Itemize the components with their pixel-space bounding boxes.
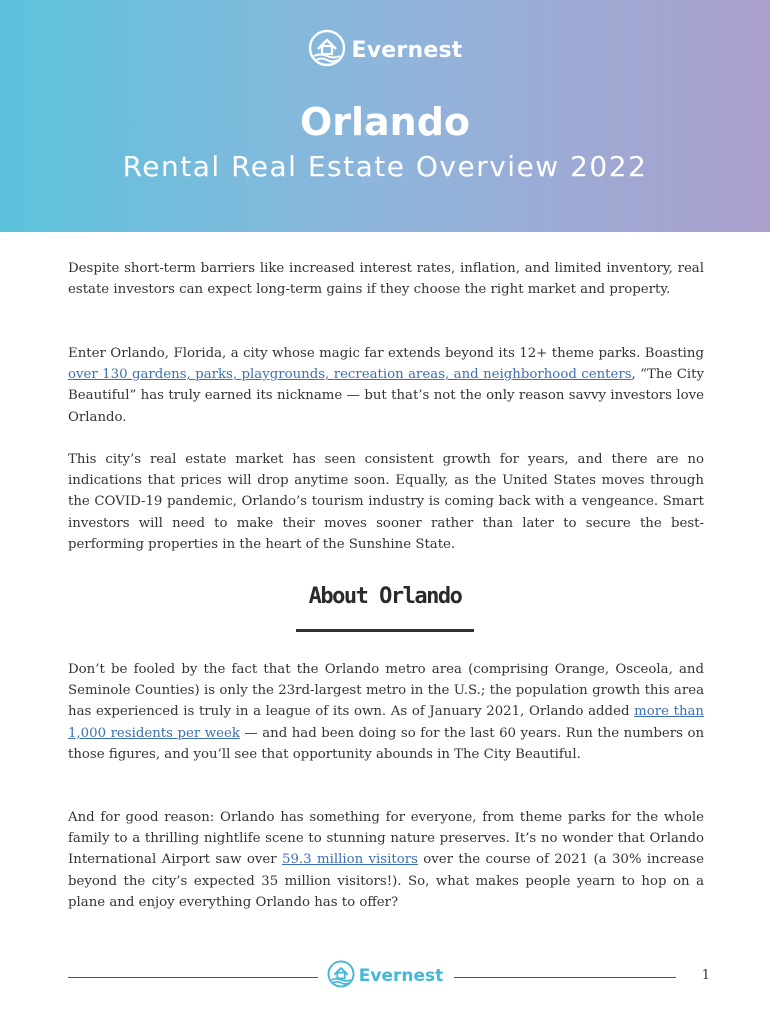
header-brand-name: Evernest [351,37,463,63]
paragraph-text: over the course of 2021 (a 30% increase beyond the city’s expected 35 million visitors!). So, what makes people yearn to hop on a plane and enjoy everything Orlando has to offer? [68,852,704,910]
footer-logo [0,960,770,992]
header-logo [0,28,770,72]
section-divider [296,629,474,632]
paragraph-text: Enter Orlando, Florida, a city whose magic far extends beyond its 12+ theme parks. Boasting [68,346,704,361]
evernest-house-logo-icon [308,29,346,71]
residents-per-week-link[interactable]: more than 1,000 residents per week [68,704,704,741]
paragraph-text: Don’t be fooled by the fact that the Orlando metro area (comprising Orange, Osceola, and Seminole Counties) is only the 23rd-largest metro in the U.S.; the population growth this area has experienced is truly in a league of its own. As of January 2021, Orlando added [68,662,704,720]
page-subtitle: Rental Real Estate Overview 2022 [122,150,648,183]
section-heading-about: About Orlando [308,584,462,609]
intro-paragraph-3: This city’s real estate market has seen consistent growth for years, and there are no indications that prices will drop anytime soon. Equally, as the United States moves through the COVID-19 pandemic, Orlando’s tourism industry is coming back with a vengeance. Smart investors will need to make their moves sooner rather than later to secure the best-performing properties in the heart of the Sunshine State. [68,452,704,552]
paragraph-text: , “The City Beautiful” has truly earned its nickname — but that’s not the only reason savvy investors love Orlando. [68,367,704,425]
evernest-house-logo-icon [327,960,355,992]
million-visitors-link[interactable]: 59.3 million visitors [282,852,418,868]
page-title: Orlando [299,100,471,144]
footer-brand-name: Evernest [358,966,444,986]
hero-banner [0,0,770,232]
about-paragraph-1 [68,659,704,765]
paragraph-text: — and had been doing so for the last 60 years. Run the numbers on those figures, and you’ll see that opportunity abounds in The City Beautiful. [68,725,705,762]
paragraph-text: And for good reason: Orlando has something for everyone, from theme parks for the whole family to a thrilling nightlife scene to stunning nature preserves. It’s no wonder that Orlando International Airport saw over [68,810,704,868]
about-paragraph-2 [68,807,704,913]
intro-paragraph-1: Despite short-term barriers like increased interest rates, inflation, and limited inventory, real estate investors can expect long-term gains if they choose the right market and property. [68,261,704,298]
page-number: 1 [701,968,710,983]
intro-paragraph-2 [68,343,704,428]
gardens-parks-link[interactable]: over 130 gardens, parks, playgrounds, recreation areas, and neighborhood centers [68,367,632,383]
